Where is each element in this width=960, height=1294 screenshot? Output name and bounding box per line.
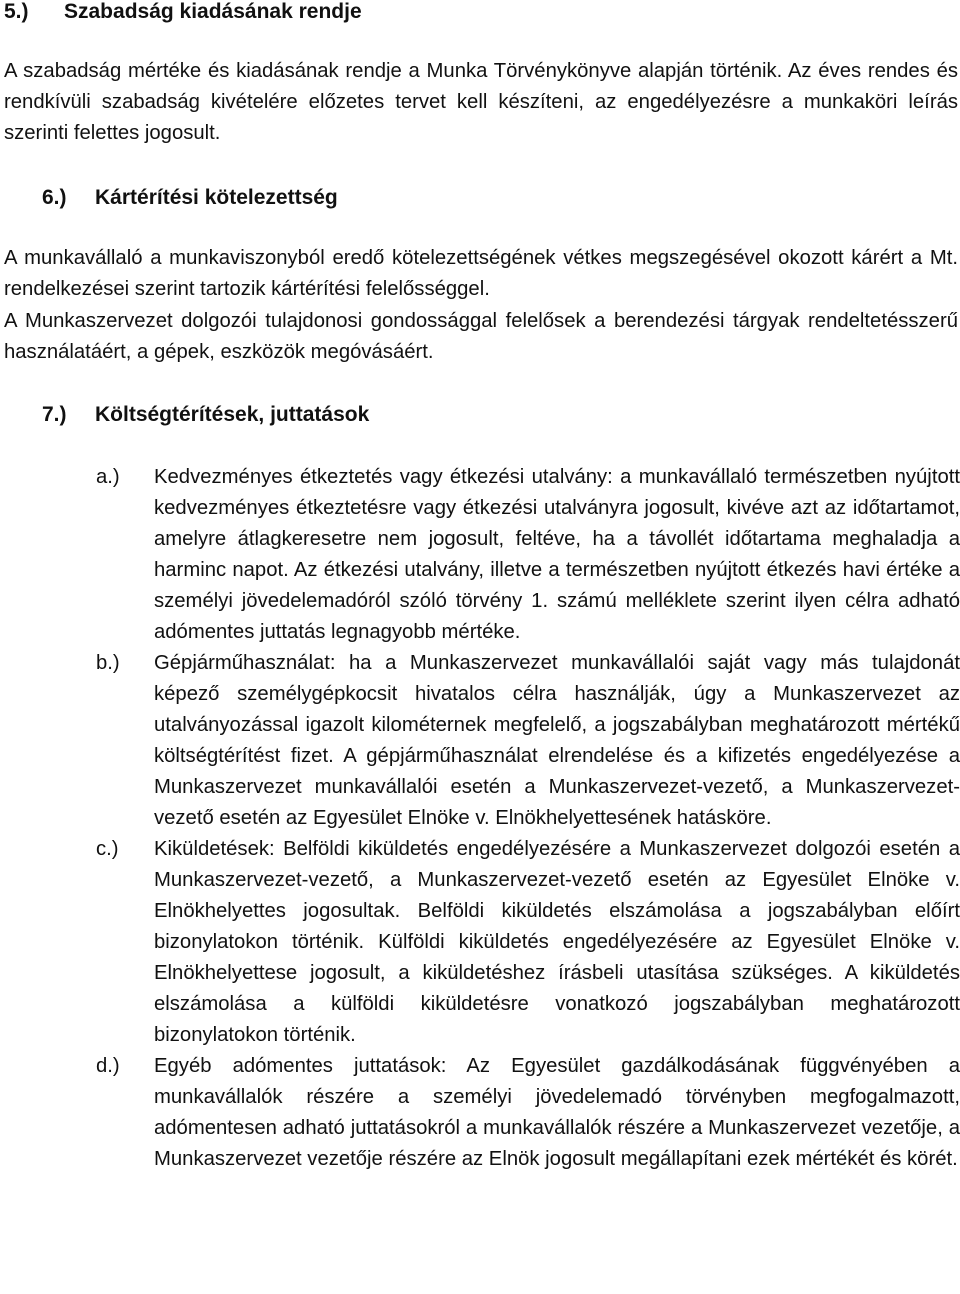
item-text: Gépjárműhasználat: ha a Munkaszervezet munkavállalói saját vagy más tulajdonát képező személygépkocsit hivatalos célra használják, úgy a Munkaszervezet az utalványozással igazolt kilométernek megfelelő, a jogszabályban meghatározott mértékű költségtérítést fizet. A gépjárműhasználat elrendelése és a kifizetés engedélyezése a Munkaszervezet munkavállalói esetén a Munkaszervezet-vezető, a Munkaszervezet-vezető esetén az Egyesület Elnöke v. Elnökhelyettesének hatásköre. [154, 652, 960, 829]
section-6-heading [42, 186, 338, 210]
list-item [96, 462, 960, 648]
list-item [96, 648, 960, 834]
section-number: 7.) [42, 403, 67, 426]
benefits-list [96, 462, 960, 1175]
paragraph: A szabadság mértéke és kiadásának rendje a Munka Törvénykönyve alapján történik. Az éves rendes és rendkívüli szabadság kivételére előzetes tervet kell készíteni, az engedélyezésre a munkaköri leírás szerinti felettes jogosult. [4, 60, 958, 145]
section-5-heading [4, 0, 362, 24]
item-label: b.) [96, 652, 120, 674]
item-text: Kiküldetések: Belföldi kiküldetés engedélyezésére a Munkaszervezet dolgozói esetén a Munkaszervezet-vezető, a Munkaszervezet-vezető esetén az Egyesület Elnöke v. Elnökhelyettes jogosultak. Belföldi kiküldetés elszámolása a jogszabályban előírt bizonylatokon történik. Külföldi kiküldetés engedélyezésére az Egyesület Elnöke v. Elnökhelyettese jogosult, a kiküldetéshez írásbeli utasítása szükséges. A kiküldetés elszámolása a külföldi kiküldetésre vonatkozó jogszabályban meghatározott bizonylatokon történik. [154, 838, 960, 1046]
section-number: 5.) [4, 0, 29, 23]
paragraph: A munkavállaló a munkaviszonyból eredő kötelezettségének vétkes megszegésével okozott kárért a Mt. rendelkezései szerint tartozik kártérítési felelősséggel. [4, 247, 958, 301]
list-item [96, 1051, 960, 1175]
paragraph: A Munkaszervezet dolgozói tulajdonosi gondossággal felelősek a berendezési tárgyak rendeltetésszerű használatáért, a gépek, eszközök megóvásáért. [4, 310, 958, 364]
item-text: Egyéb adómentes juttatások: Az Egyesület gazdálkodásának függvényében a munkavállalók részére a személyi jövedelemadó törvényben megfogalmazott, adómentesen adható juttatásokról a munkavállalók részére a Munkaszervezet vezetője, a Munkaszervezet vezetője részére az Elnök jogosult megállapítani ezek mértékét és körét. [154, 1055, 960, 1170]
item-label: a.) [96, 466, 120, 488]
section-7-heading [42, 403, 369, 427]
section-number: 6.) [42, 186, 67, 209]
item-label: d.) [96, 1055, 120, 1077]
section-title: Kártérítési kötelezettség [95, 186, 338, 209]
item-label: c.) [96, 838, 119, 860]
section-title: Szabadság kiadásának rendje [64, 0, 362, 23]
list-item [96, 834, 960, 1051]
section-title: Költségtérítések, juttatások [95, 403, 370, 426]
item-text: Kedvezményes étkeztetés vagy étkezési utalvány: a munkavállaló természetben nyújtott kedvezményes étkeztetésre vagy étkezési utalványra jogosult, kivéve azt az időtartamot, amelyre átlagkeresetre nem jogosult, feltéve, ha a távollét időtartama meghaladja a harminc napot. Az étkezési utalvány, illetve a természetben nyújtott étkezés havi értéke a személyi jövedelemadóról szóló törvény 1. számú melléklete szerint ilyen célra adható adómentes juttatás legnagyobb mértéke. [154, 466, 960, 643]
